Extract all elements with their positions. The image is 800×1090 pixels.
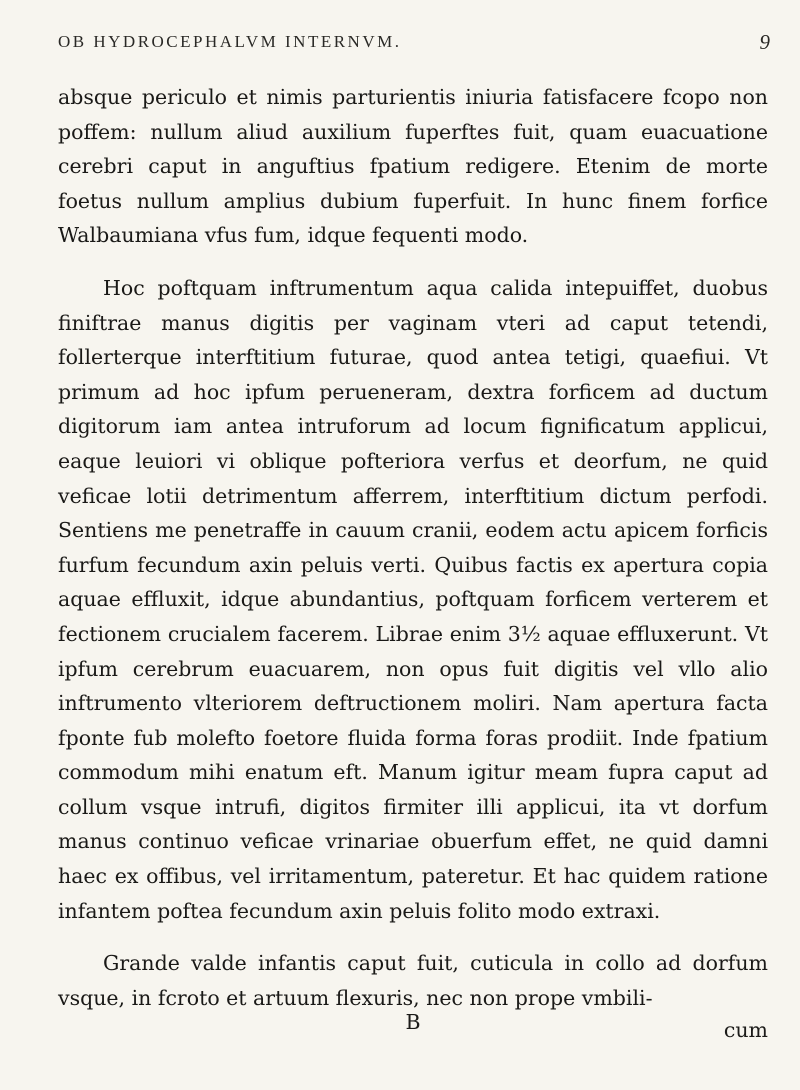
paragraph-3: Grande valde infantis caput fuit, cuticula in collo ad dorfum vsque, in fcroto et artuum flexuris, nec non prope vmbili- — [58, 951, 768, 1010]
running-title: OB HYDROCEPHALVM INTERNVM. — [58, 32, 402, 51]
signature-mark: B — [405, 1010, 421, 1034]
paragraph-1: absque periculo et nimis parturientis iniuria fatisfacere fcopo non poffem: nullum aliud auxilium fuperftes fuit, quam euacuatione cerebri caput in anguftius fpatium redigere. Etenim de morte foetus nullum amplius dubium fuperfuit. In hunc finem forfice Walbaumiana vfus fum, idque fequenti modo. — [58, 85, 768, 248]
catchword: cum — [723, 1018, 768, 1042]
body-text — [58, 80, 768, 1033]
paragraph-2: Hoc poftquam inftrumentum aqua calida intepuiffet, duobus finiftrae manus digitis per vaginam vteri ad caput tetendi, follerterque interftitium futurae, quod antea tetigi, quaefiui. Vt primum ad hoc ipfum perueneram, dextra forficem ad ductum digitorum iam antea intruforum ad locum fignificatum applicui, eaque leuiori vi oblique pofteriora verfus et deorfum, ne quid veficae lotii detrimentum afferrem, interftitium dictum perfodi. Sentiens me penetraffe in cauum cranii, eodem actu apicem forficis furfum fecundum axin peluis verti. Quibus factis ex apertura copia aquae effluxit, idque abundantius, poftquam forficem verterem et fectionem crucialem facerem. Librae enim 3½ aquae effluxerunt. Vt ipfum cerebrum euacuarem, non opus fuit digitis vel vllo alio inftrumento vlteriorem deftructionem moliri. Nam apertura facta fponte fub molefto foetore fluida forma foras prodiit. Inde fpatium commodum mihi enatum eft. Manum igitur meam fupra caput ad collum vsque intrufi, digitos firmiter illi applicui, ita vt dorfum manus continuo veficae vrinariae obuerfum effet, ne quid damni haec ex offibus, vel irritamentum, pateretur. Et hac quidem ratione infantem poftea fecundum axin peluis folito modo extraxi. — [58, 275, 768, 923]
page-number: 9 — [759, 30, 770, 54]
page-footer — [58, 1010, 768, 1050]
running-head — [58, 32, 770, 62]
